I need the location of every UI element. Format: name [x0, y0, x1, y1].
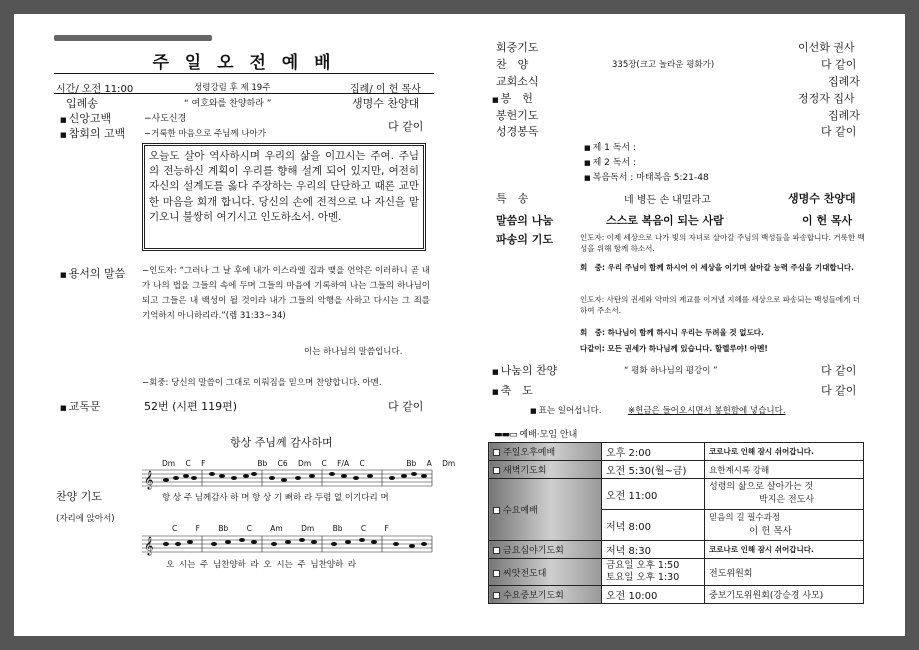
schedule-desc: 믿음의 길 필수과정 이 헌 목사: [705, 510, 864, 541]
standing-note: ■ 표는 일어섭니다.: [530, 406, 602, 416]
schedule-name: 주일오후예배: [489, 443, 602, 461]
responsive-reading-by: 다 같이: [388, 400, 424, 413]
schedule-time: 저녁 8:30: [602, 541, 705, 559]
service-leader: 집례/ 이 헌 목사: [350, 84, 421, 95]
schedule-desc: 전도위원회: [705, 559, 864, 586]
lyrics-line-1: 항 상 주 님께감사 하 며 항 상 기 뻐하 라 두렴 없 이기다리 며: [162, 493, 389, 503]
schedule-desc: 요한계시록 강해: [705, 461, 864, 479]
schedule-time: 오전 10:00: [602, 586, 705, 604]
response-line: 인도자: 이제 세상으로 나가 빛의 자녀로 살아갈 주님의 백성들을 파송합니다. 거룩한 백성을 위해 함께 하소서.: [580, 233, 865, 253]
schedule-time: 오전 5:30(월~금): [602, 461, 705, 479]
table-row: [489, 461, 864, 479]
confession-prayer-box: 오늘도 살아 역사하시며 우리의 삶을 이끄시는 주여. 주님의 전능하신 계획이 우리를 향해 설계 되어 있지만, 여전히 자신의 설계도를 옳다 주장하는 우리의 단단하고 때론 교만한 마음을 회개 합니다. 당신의 손에 전적으로 나 자신을 맡기오니 불쌍히 여기시고 인도하소서. 아멘.: [142, 143, 426, 251]
reading-gospel: ■ 복음독서 : 마태복음 5:21-48: [584, 173, 709, 183]
opening-hymn-by: 생명수 찬양대: [352, 97, 420, 110]
opening-hymn-label: 입례송: [66, 97, 98, 110]
confession-intro: −거룩한 마음으로 주님께 나아가: [144, 129, 266, 139]
benediction-by: 다 같이: [821, 384, 857, 397]
table-row: [489, 443, 864, 461]
response-line: 다같이: 모든 권세가 하나님께 있습니다. 할렐루야! 아멘!: [580, 344, 768, 353]
table-row: [489, 479, 864, 510]
special-song-title: 네 병든 손 내밀라고: [624, 195, 711, 206]
announcements-by: 집례자: [828, 75, 860, 88]
chord-symbols-line-1: Dm C F Bb C6 Dm C F/A C Bb A Dm: [162, 459, 456, 468]
schedule-desc: 코로나로 인해 잠시 쉬어갑니다.: [705, 443, 864, 461]
table-row: [489, 586, 864, 604]
sermon-title: 스스로 복음이 되는 사람: [606, 214, 724, 227]
hymn-label: 찬 양: [496, 58, 529, 71]
opening-hymn-title: “ 여호와를 찬양하라 ”: [184, 99, 272, 109]
creed-text: −사도신경: [144, 114, 187, 124]
divider: [54, 93, 434, 94]
decorative-bar: [54, 35, 212, 41]
confession-label: ■ 참회의 고백: [60, 127, 126, 140]
table-row: [489, 559, 864, 586]
table-row: [489, 541, 864, 559]
lyrics-line-2: 오 시는 주 님찬양하 라 오 시는 주 님찬양하 라: [166, 560, 357, 570]
song-title: 항상 주님께 감사하며: [230, 436, 333, 449]
closing-hymn-label: ■ 나눔의 찬양: [492, 364, 558, 377]
sermon-label: 말씀의 나눔: [496, 214, 553, 227]
response-line: 회 중: 하나님이 함께 하시니 우리는 두려울 것 없도다.: [580, 328, 764, 337]
schedule-time: 오전 11:00: [602, 479, 705, 510]
music-score: [142, 436, 456, 592]
reading-1: ■ 제 1 독서 :: [584, 143, 637, 153]
svg-text:𝄞: 𝄞: [144, 470, 154, 489]
prayer-song-label: 찬양 기도: [56, 490, 103, 503]
page-title: 주 일 오 전 예 배: [152, 53, 336, 73]
schedule-time: 금요일 오후 1:50 토요일 오후 1:30: [602, 559, 705, 586]
confession-by: 다 같이: [388, 120, 424, 133]
assurance-response: −회중: 당신의 말씀이 그대로 이뤄짐을 믿으며 찬양합니다. 아멘.: [142, 378, 382, 388]
benediction-label: ■ 축 도: [492, 384, 533, 397]
closing-hymn-title: “ 평화 하나님의 평강이 ”: [624, 366, 718, 376]
bulletin-sheet: [14, 14, 905, 636]
schedule-time: 오후 2:00: [602, 443, 705, 461]
prayer-song-note: (자리에 앉아서): [56, 514, 115, 524]
sending-prayer-label: 파송의 기도: [496, 233, 553, 246]
service-time: 시간/ 오전 11:00: [56, 84, 134, 95]
svg-text:𝄞: 𝄞: [144, 536, 154, 555]
schedule-table: [488, 442, 864, 604]
schedule-desc: 중보기도위원회(강승경 사모): [705, 586, 864, 604]
schedule-desc: 코로나로 인해 잠시 쉬어갑니다.: [705, 541, 864, 559]
congregational-prayer-label: 회중기도: [496, 41, 539, 54]
hymn-by: 다 같이: [821, 58, 857, 71]
special-song-by: 생명수 찬양대: [788, 192, 856, 205]
special-song-label: 특 송: [496, 192, 529, 205]
schedule-name: 금요심야기도회: [489, 541, 602, 559]
scripture-reading-label: 성경봉독: [496, 125, 539, 138]
schedule-name: 수요예배: [489, 479, 602, 541]
liturgical-season: 성령강림 후 제 19주: [194, 83, 271, 93]
announcements-label: 교회소식: [496, 75, 539, 88]
assurance-label: ■ 용서의 말씀: [60, 267, 126, 280]
reading-2: ■ 제 2 독서 :: [584, 158, 637, 168]
offering-label: ■ 봉 헌: [492, 92, 533, 105]
chord-symbols-line-2: C F Bb C Am Dm Bb C F: [172, 524, 389, 533]
offering-prayer-by: 집례자: [828, 109, 860, 122]
creed-label: ■ 신앙고백: [60, 112, 112, 125]
offering-by: 정정자 집사: [798, 92, 855, 105]
schedule-time: 저녁 8:00: [602, 510, 705, 541]
congregational-prayer-by: 이선화 권사: [798, 41, 855, 54]
schedule-name: 씨앗전도대: [489, 559, 602, 586]
hymn-title: 335장(크고 놀라운 평화가): [612, 60, 715, 70]
response-line: 인도자: 사탄의 권세와 악마의 계교를 이겨낼 지혜를 세상으로 파송되는 백성들에게 더하여 주소서.: [580, 295, 860, 315]
divider: [54, 73, 434, 74]
responsive-reading-label: ■ 교독문: [60, 400, 101, 413]
response-line: 회 중: 우리 주님이 함께 하시어 이 세상을 이기며 살아갈 능력 주심을 기대합니다.: [580, 263, 854, 272]
assurance-closing: 이는 하나님의 말씀입니다.: [304, 347, 403, 357]
schedule-title: ▬▬▭ 예배·모임 안내: [494, 430, 578, 440]
assurance-text: −인도자: “그러나 그 날 후에 내가 이스라엘 집과 맺을 언약은 이러하니 곧 내가 나의 법을 그들의 속에 두며 그들의 마음에 기록하여 나는 그들의 하나님이 되고 그들은 내 백성이 될 것이라 내가 그들의 악행을 사하고 다시는 그 죄를 기억하지 아니하리라.”(렘 31:33~34): [142, 266, 430, 321]
sermon-preacher: 이 헌 목사: [802, 214, 853, 227]
responsive-reading-text: 52번 (시편 119편): [144, 400, 238, 413]
offering-note: ※헌금은 들어오시면서 봉헌함에 넣습니다.: [628, 406, 786, 416]
schedule-name: 새벽기도회: [489, 461, 602, 479]
scripture-reading-by: 다 같이: [821, 125, 857, 138]
schedule-name: 수요중보기도회: [489, 586, 602, 604]
schedule-desc: 성령의 삶으로 살아가는 것 박지은 전도사: [705, 479, 864, 510]
closing-hymn-by: 다 같이: [821, 364, 857, 377]
offering-prayer-label: 봉헌기도: [496, 109, 539, 122]
